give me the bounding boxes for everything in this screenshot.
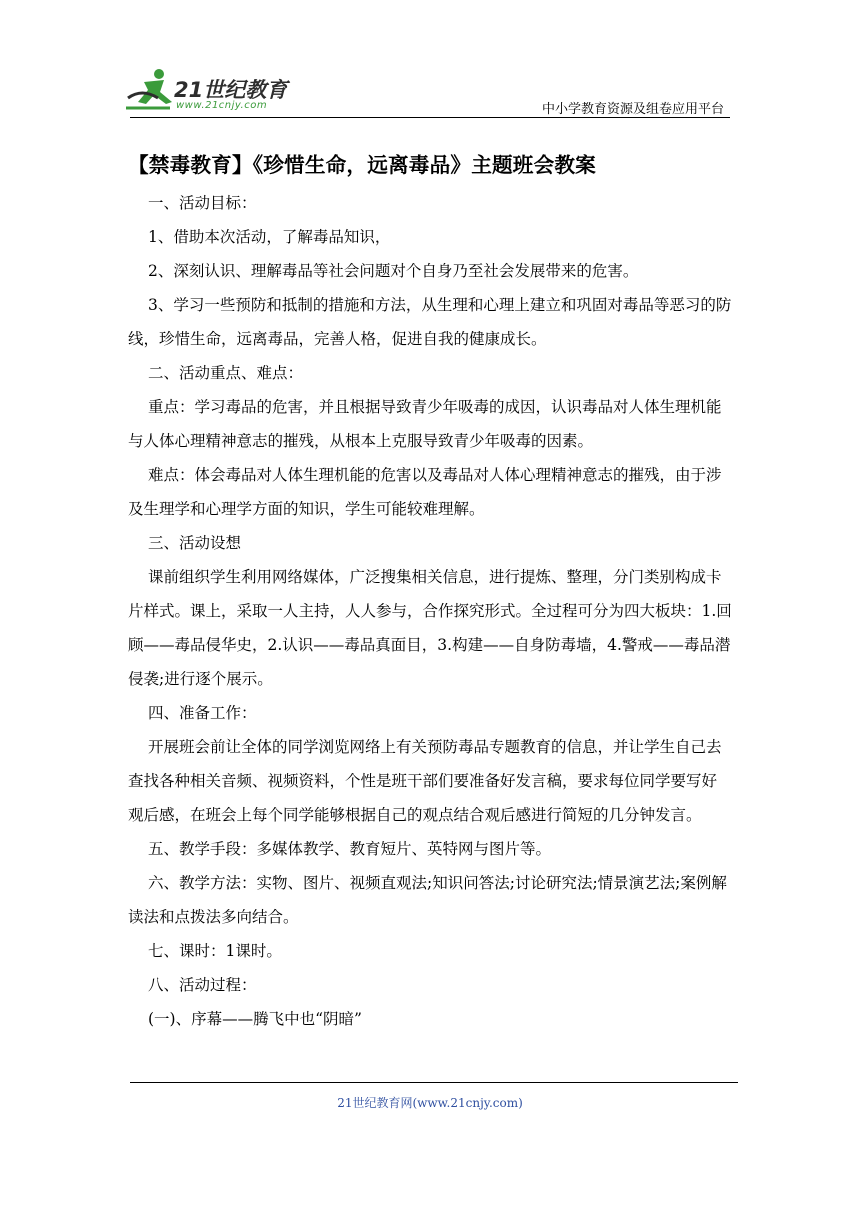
paragraph: 开展班会前让全体的同学浏览网络上有关预防毒品专题教育的信息，并让学生自己去查找各种相关音频、视频资料，个性是班干部们要准备好发言稿，要求每位同学要写好观后感，在班会上每个同学能够根据自己的观点结合观后感进行简短的几分钟发言。 — [128, 738, 722, 824]
paragraph: 1、借助本次活动，了解毒品知识， — [148, 228, 391, 246]
footer-divider — [130, 1082, 738, 1083]
logo-url-text: www.21cnjy.com — [176, 100, 268, 111]
page-header — [0, 0, 860, 120]
page-footer[interactable]: 21世纪教育网(www.21cnjy.com) — [337, 1096, 523, 1110]
section-heading-key-points: 二、活动重点、难点： — [148, 364, 304, 382]
section-heading-preparation: 四、准备工作： — [148, 704, 257, 722]
section-heading-process: 八、活动过程： — [148, 976, 257, 994]
paragraph: 3、学习一些预防和抵制的措施和方法，从生理和心理上建立和巩固对毒品等恶习的防线，珍惜生命，远离毒品，完善人格，促进自我的健康成长。 — [128, 296, 732, 348]
paragraph: 难点：体会毒品对人体生理机能的危害以及毒品对人体心理精神意志的摧残，由于涉及生理学和心理学方面的知识，学生可能较难理解。 — [128, 466, 722, 518]
header-divider — [130, 117, 730, 118]
paragraph: (一)、序幕——腾飞中也“阴暗” — [148, 1010, 362, 1028]
logo-main-text: 21世纪教育 — [174, 78, 288, 102]
paragraph: 重点：学习毒品的危害，并且根据导致青少年吸毒的成因，认识毒品对人体生理机能与人体心理精神意志的摧残，从根本上克服导致青少年吸毒的因素。 — [128, 398, 722, 450]
paragraph: 课前组织学生利用网络媒体，广泛搜集相关信息，进行提炼、整理，分门类别构成卡片样式。课上，采取一人主持，人人参与，合作探究形式。全过程可分为四大板块：1.回顾——毒品侵华史，2.认识——毒品真面目，3.构建——自身防毒墙，4.警戒——毒品潜侵袭;进行逐个展示。 — [128, 568, 732, 688]
paragraph: 五、教学手段：多媒体教学、教育短片、英特网与图片等。 — [148, 840, 552, 858]
section-heading-goals: 一、活动目标： — [148, 194, 257, 212]
paragraph: 七、课时：1课时。 — [148, 942, 282, 960]
document-body — [128, 186, 732, 1036]
page-title: 【禁毒教育】《珍惜生命，远离毒品》主题班会教案 — [128, 153, 596, 177]
paragraph: 2、深刻认识、理解毒品等社会问题对个自身乃至社会发展带来的危害。 — [148, 262, 639, 280]
platform-tagline: 中小学教育资源及组卷应用平台 — [541, 102, 724, 117]
paragraph: 六、教学方法：实物、图片、视频直观法;知识问答法;讨论研究法;情景演艺法;案例解读法和点拨法多向结合。 — [128, 874, 727, 926]
site-logo[interactable] — [124, 68, 294, 114]
section-heading-plan: 三、活动设想 — [148, 534, 242, 552]
